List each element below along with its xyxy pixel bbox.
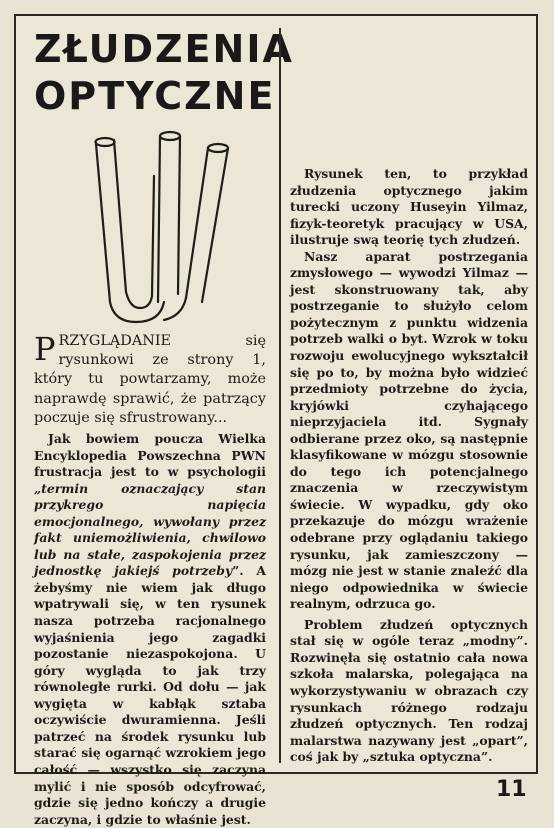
p2-text-c: jest to w psychologii: [102, 464, 266, 480]
page-number: 11: [496, 777, 527, 802]
p2-bold-term: frustracja: [34, 464, 103, 480]
p2-text-a: Jak bowiem poucza Wielka Encyklopedia Powszechna PWN: [34, 431, 266, 463]
body-paragraph-5: Problem złudzeń optycznych stał się w ogóle teraz „modny”. Rozwinęła się ostatnio cała nowa szkoła malarska, polegająca na wykorzystywaniu w obrazach czy rysunkach różnego rodzaju złudzeń optycznych. Ten rodzaj malarstwa nazywany jest „opart”, coś jak by „sztuka optyczna”.: [290, 616, 528, 765]
drop-cap: P: [34, 330, 56, 368]
body-paragraph-4: Nasz aparat postrzegania zmysłowego — wywodzi Yilmaz — jest skonstruowany tak, aby postrzeganie to służyło celom pożytecznym z punktu widzenia potrzeb walki o byt. Wzrok w toku rozwoju ewolucyjnego wykształcił się po to, by można było widzieć przedmioty potrzebne do życia, kryjówki czyhającego nieprzyjaciela itd. Sygnały odbierane przez oko, są następnie klasyfikowane w mózgu stosownie do tego ich potencjalnego znaczenia w rzeczywistym świecie. W wypadku, gdy oko przekazuje do mózgu wrażenie odebrane przy oglądaniu takiego rysunku, jak zamieszczony — mózg nie jest w stanie znaleźć dla niego odpowiednika w świecie realnym, odrzuca go.: [290, 248, 528, 612]
title-line-2: OPTYCZNE: [34, 74, 276, 118]
title-line-1: ZŁUDZENIA: [34, 27, 294, 71]
column-divider: [279, 28, 281, 763]
body-paragraph-3: Rysunek ten, to przykład złudzenia optycznego jakim turecki uczony Huseyin Yilmaz, fizyk-teoretyk pracujący w USA, ilustruje swą teorię tych złudzeń.: [290, 166, 528, 248]
p2-quote: „termin oznaczający stan przykrego napięcia emocjonalnego, wywołany przez fakt uniemożliwienia, chwilowo lub na stałe, zaspokojenia przez jednostkę jakiejś potrzeby: [34, 480, 266, 579]
article-title: [34, 26, 294, 120]
left-column: [34, 332, 266, 828]
right-column: [290, 24, 528, 766]
intro-text: RZYGLĄDANIE się rysunkowi ze strony 1, który tu powtarzamy, może naprawdę sprawić, że patrzący poczuje się sfrustrowany...: [34, 333, 266, 426]
intro-paragraph: [34, 332, 266, 428]
body-paragraph-2: [34, 431, 266, 828]
p2-text-e: ”. A żebyśmy nie wiem jak długo wpatrywali się, w ten rysunek nasza potrzeba racjonalnego wyjaśnienia jego zagadki pozostanie niezaspokojona. U góry wygląda to jak trzy równoległe rurki. Od dołu — jak wygięta w kabłąk sztaba oczywiście dwuramienna. Jeśli patrzeć na środek rysunku lub starać się ogarnąć wzrokiem jego całość — wszystko się zaczyna mylić i nie sposób odcyfrować, gdzie się jedno kończy a drugie zaczyna, i gdzie to właśnie jest.: [34, 563, 266, 827]
bent-tubes-illusion-icon: [78, 116, 238, 336]
